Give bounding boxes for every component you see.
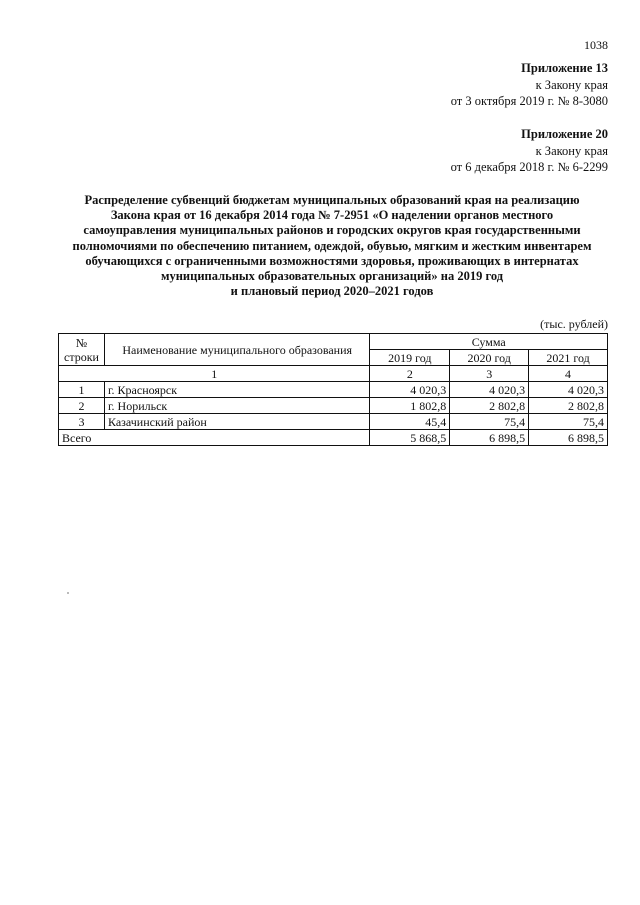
amount-cell: 4 020,3 bbox=[529, 382, 608, 398]
row-number: 2 bbox=[59, 398, 105, 414]
appendix-20-reference bbox=[451, 126, 608, 176]
appendix-13-reference bbox=[451, 60, 608, 110]
municipality-header: Наименование муниципального образования bbox=[104, 334, 369, 366]
column-number-row bbox=[59, 366, 608, 382]
total-amount: 6 898,5 bbox=[529, 430, 608, 446]
header-row bbox=[59, 334, 608, 350]
table-row bbox=[59, 382, 608, 398]
units-label: (тыс. рублей) bbox=[540, 317, 608, 331]
sum-header: Сумма bbox=[370, 334, 608, 350]
amount-cell: 2 802,8 bbox=[529, 398, 608, 414]
amount-cell: 4 020,3 bbox=[370, 382, 450, 398]
year-header: 2020 год bbox=[450, 350, 529, 366]
municipality-name: г. Красноярск bbox=[104, 382, 369, 398]
municipality-name: г. Норильск bbox=[104, 398, 369, 414]
scan-speck bbox=[67, 592, 69, 594]
title-line: муниципальных образовательных организаций» на 2019 год bbox=[160, 269, 504, 284]
row-number-header bbox=[59, 334, 105, 366]
total-amount: 5 868,5 bbox=[370, 430, 450, 446]
amount-cell: 75,4 bbox=[529, 414, 608, 430]
municipality-name: Казачинский район bbox=[104, 414, 369, 430]
table-row bbox=[59, 398, 608, 414]
table-row bbox=[59, 414, 608, 430]
title-line: самоуправления муниципальных районов и городских округов края государственными bbox=[83, 223, 581, 238]
appendix-title: Приложение 20 bbox=[521, 127, 608, 141]
row-number-header-line: № bbox=[75, 335, 88, 350]
year-header: 2021 год bbox=[529, 350, 608, 366]
total-amount: 6 898,5 bbox=[450, 430, 529, 446]
appendix-law-line: к Закону края bbox=[535, 143, 608, 158]
amount-cell: 4 020,3 bbox=[450, 382, 529, 398]
row-number-header-line: строки bbox=[64, 349, 99, 364]
row-number: 3 bbox=[59, 414, 105, 430]
total-label: Всего bbox=[59, 430, 370, 446]
title-line: обучающихся с ограниченными возможностями здоровья, проживающих в интернатах bbox=[85, 253, 579, 268]
appendix-date-line: от 3 октября 2019 г. № 8-3080 bbox=[450, 94, 608, 108]
title-line: Распределение субвенций бюджетам муниципальных образований края на реализацию bbox=[84, 193, 580, 207]
amount-cell: 75,4 bbox=[450, 414, 529, 430]
column-number: 4 bbox=[529, 366, 608, 382]
title-line: Закона края от 16 декабря 2014 года № 7-2951 «О наделении органов местного bbox=[110, 208, 554, 223]
amount-cell: 1 802,8 bbox=[370, 398, 450, 414]
amount-cell: 45,4 bbox=[370, 414, 450, 430]
title-line: и плановый период 2020–2021 годов bbox=[230, 284, 434, 299]
year-header: 2019 год bbox=[370, 350, 450, 366]
appendix-law-line: к Закону края bbox=[535, 77, 608, 92]
row-number: 1 bbox=[59, 382, 105, 398]
column-number: 3 bbox=[450, 366, 529, 382]
title-line: полномочиями по обеспечению питанием, одеждой, обувью, мягким и жестким инвентарем bbox=[72, 238, 592, 253]
page-number: 1038 bbox=[584, 38, 608, 52]
appendix-date-line: от 6 декабря 2018 г. № 6-2299 bbox=[450, 160, 608, 174]
column-number: 2 bbox=[370, 366, 450, 382]
document-title bbox=[56, 193, 608, 299]
subsidy-table bbox=[58, 333, 608, 446]
appendix-title: Приложение 13 bbox=[521, 61, 608, 75]
amount-cell: 2 802,8 bbox=[450, 398, 529, 414]
column-number: 1 bbox=[59, 366, 370, 382]
total-row bbox=[59, 430, 608, 446]
